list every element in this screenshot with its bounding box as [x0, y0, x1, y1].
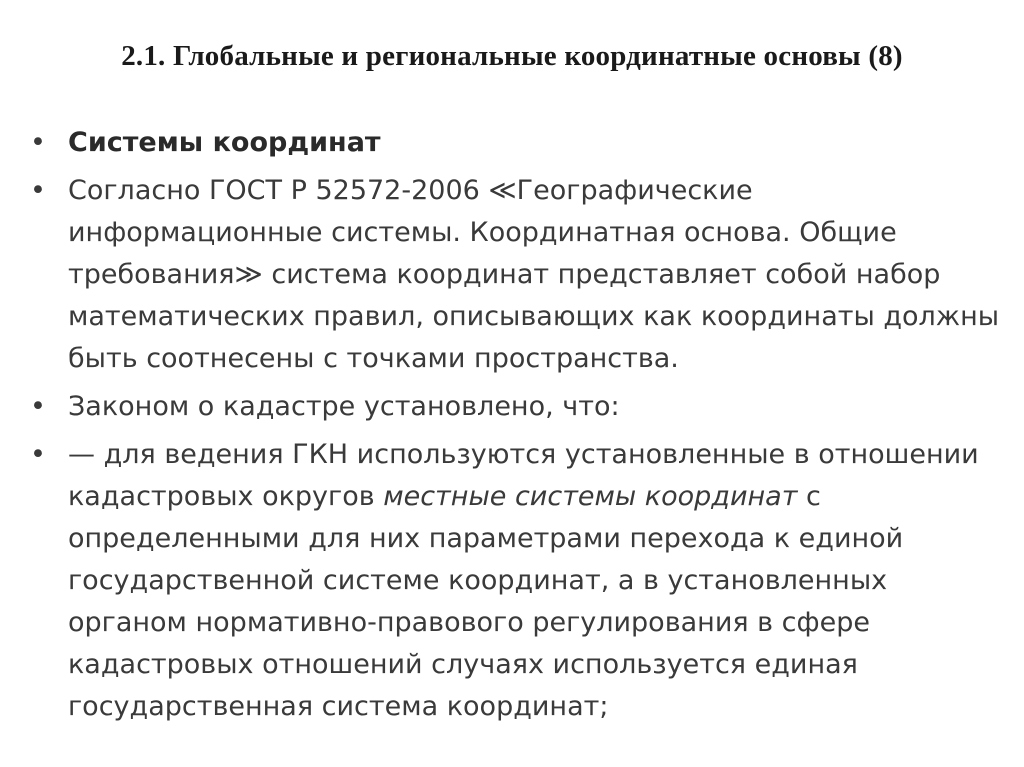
bullet-dot-icon: • — [30, 391, 46, 422]
bullet-text: Согласно ГОСТ Р 52572-2006 ≪Географические информационные системы. Координатная основа. Общие требования≫ система координат представляет собой набор математических правил, описывающих как координаты должны быть соотнесены с точками пространства. — [68, 175, 1000, 374]
bullet-dot-icon: • — [30, 127, 46, 158]
bullet-text-part1: — для ведения ГКН используются установленные в отношении кадастровых округов — [68, 439, 979, 512]
bullet-text-italic: местные системы координат — [383, 481, 798, 512]
bullet-item-heading — [30, 122, 1000, 164]
bullet-text-part2: с определенными для них параметрами перехода к единой государственной системе координат, а в установленных органом нормативно-правового регулирования в сфере кадастровых отношений случаях используется единая государственная система координат; — [68, 481, 904, 722]
slide-title: 2.1. Глобальные и региональные координатные основы (8) — [121, 40, 903, 72]
bullet-text: Системы координат — [68, 127, 381, 158]
bullet-list — [30, 122, 1000, 734]
bullet-dot-icon: • — [30, 175, 46, 206]
bullet-item-gkn — [30, 434, 1000, 728]
bullet-item-gost — [30, 170, 1000, 380]
bullet-text: Законом о кадастре установлено, что: — [68, 391, 620, 422]
bullet-dot-icon: • — [30, 439, 46, 470]
bullet-item-law — [30, 386, 1000, 428]
